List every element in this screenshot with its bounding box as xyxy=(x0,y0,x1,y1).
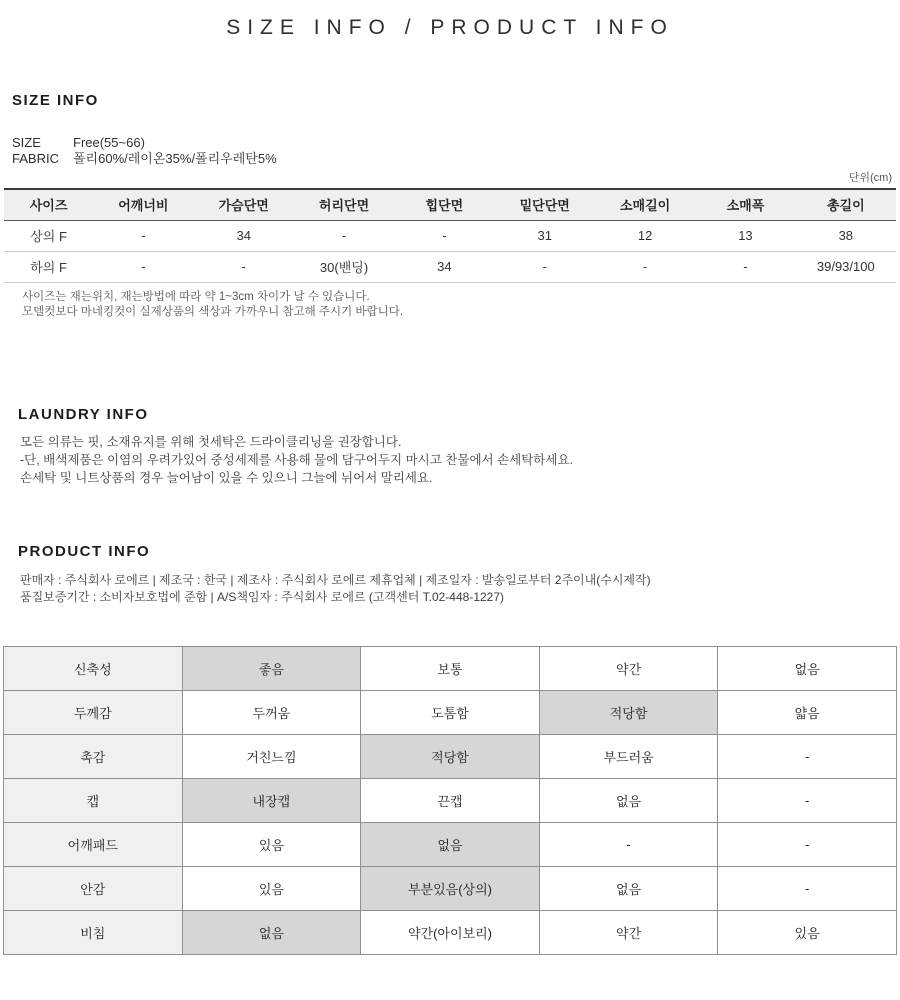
spec-value-fabric: 폴리60%/레이온35%/폴리우레탄5% xyxy=(73,151,277,166)
size-info-heading: SIZE INFO xyxy=(12,92,99,109)
attribute-label-cell: 두께감 xyxy=(4,690,183,734)
size-table-header-cell: 소매길이 xyxy=(595,189,695,220)
product-attributes-table xyxy=(3,646,897,955)
size-table-header-cell: 사이즈 xyxy=(4,189,93,220)
attribute-option-cell: 끈캡 xyxy=(361,778,540,822)
size-notes xyxy=(22,290,900,320)
attribute-option-cell: 보통 xyxy=(361,646,540,690)
product-lines xyxy=(20,572,900,606)
size-table-cell: - xyxy=(595,251,695,282)
attribute-option-cell: - xyxy=(539,822,718,866)
attribute-label-cell: 어깨패드 xyxy=(4,822,183,866)
attribute-row xyxy=(4,690,897,734)
attribute-option-cell: 없음 xyxy=(718,646,897,690)
attribute-option-cell: 있음 xyxy=(182,866,361,910)
attribute-option-cell: 부드러움 xyxy=(539,734,718,778)
size-table-cell: 38 xyxy=(796,220,896,251)
size-table-cell: - xyxy=(194,251,294,282)
product-line: 품질보증기간 : 소비자보호법에 준함 | A/S책임자 : 주식회사 로에르 (고객센터 T.02-448-1227) xyxy=(20,589,505,604)
attribute-option-cell: 있음 xyxy=(718,910,897,954)
fabric-spec-line xyxy=(12,151,900,167)
size-table-header-cell: 힙단면 xyxy=(394,189,494,220)
attribute-option-cell-selected: 적당함 xyxy=(361,734,540,778)
size-table-cell: - xyxy=(294,220,394,251)
laundry-info-heading: LAUNDRY INFO xyxy=(18,405,149,423)
attribute-option-cell: 거친느낌 xyxy=(182,734,361,778)
product-attributes-body xyxy=(4,646,897,954)
attribute-label-cell: 촉감 xyxy=(4,734,183,778)
attribute-option-cell: 얇음 xyxy=(718,690,897,734)
page-title: SIZE INFO / PRODUCT INFO xyxy=(226,16,674,39)
attribute-option-cell-selected: 없음 xyxy=(182,910,361,954)
attribute-row xyxy=(4,822,897,866)
size-table-cell: 상의 F xyxy=(4,220,93,251)
size-table-cell: 34 xyxy=(194,220,294,251)
attribute-option-cell-selected: 부분있음(상의) xyxy=(361,866,540,910)
size-table-header-cell: 허리단면 xyxy=(294,189,394,220)
size-table-row xyxy=(4,220,896,251)
size-table-header-cell: 소매폭 xyxy=(695,189,795,220)
attribute-label-cell: 안감 xyxy=(4,866,183,910)
attribute-row xyxy=(4,778,897,822)
size-table-header-cell: 밑단단면 xyxy=(495,189,595,220)
size-table-cell: - xyxy=(695,251,795,282)
size-table-header-cell: 어깨너비 xyxy=(93,189,193,220)
attribute-option-cell: - xyxy=(718,866,897,910)
size-table-cell: 12 xyxy=(595,220,695,251)
size-note-line: 사이즈는 재는위치, 재는방법에 따라 약 1~3cm 차이가 날 수 있습니다. xyxy=(22,290,370,303)
product-line: 판매자 : 주식회사 로에르 | 제조국 : 한국 | 제조사 : 주식회사 로에르 제휴업체 | 제조일자 : 발송일로부터 2주이내(수시제작) xyxy=(20,572,651,587)
size-table-header-row xyxy=(4,189,896,220)
attribute-option-cell: 없음 xyxy=(539,866,718,910)
laundry-info-section xyxy=(0,406,900,487)
laundry-line: 손세탁 및 니트상품의 경우 늘어남이 있을 수 있으니 그늘에 뉘어서 말리세요. xyxy=(20,470,433,485)
attribute-option-cell: 두꺼움 xyxy=(182,690,361,734)
attribute-option-cell: - xyxy=(718,822,897,866)
attribute-label-cell: 비침 xyxy=(4,910,183,954)
product-info-section xyxy=(0,543,900,955)
attribute-option-cell-selected: 내장캡 xyxy=(182,778,361,822)
attribute-option-cell: 약간 xyxy=(539,910,718,954)
attribute-option-cell: 약간(아이보리) xyxy=(361,910,540,954)
laundry-line: 모든 의류는 핏, 소재유지를 위해 첫세탁은 드라이클리닝을 권장합니다. xyxy=(20,434,402,449)
size-table-cell: - xyxy=(394,220,494,251)
size-table-body xyxy=(4,220,896,282)
attribute-label-cell: 캡 xyxy=(4,778,183,822)
size-spec-lines xyxy=(12,135,900,167)
attribute-row xyxy=(4,646,897,690)
attribute-option-cell: - xyxy=(718,778,897,822)
size-table-cell: 30(밴딩) xyxy=(294,251,394,282)
size-table-cell: 13 xyxy=(695,220,795,251)
size-table-header-cell: 가슴단면 xyxy=(194,189,294,220)
size-table-cell: 31 xyxy=(495,220,595,251)
attribute-label-cell: 신축성 xyxy=(4,646,183,690)
attribute-option-cell: 도톰함 xyxy=(361,690,540,734)
attribute-row xyxy=(4,866,897,910)
spec-value-size: Free(55~66) xyxy=(73,135,145,150)
attribute-option-cell-selected: 없음 xyxy=(361,822,540,866)
size-table xyxy=(4,188,896,283)
spec-label-size: SIZE xyxy=(12,135,41,150)
size-table-cell: 하의 F xyxy=(4,251,93,282)
unit-note: 단위(cm) xyxy=(848,172,892,184)
spec-label-fabric: FABRIC xyxy=(12,151,59,166)
size-table-header-cell: 총길이 xyxy=(796,189,896,220)
attribute-option-cell-selected: 좋음 xyxy=(182,646,361,690)
attribute-option-cell: 없음 xyxy=(539,778,718,822)
attribute-row xyxy=(4,910,897,954)
size-table-cell: - xyxy=(495,251,595,282)
size-table-cell: - xyxy=(93,220,193,251)
laundry-line: -단, 배색제품은 이염의 우려가있어 중성세제를 사용해 물에 담구어두지 마시고 찬물에서 손세탁하세요. xyxy=(20,452,573,467)
size-table-header-row xyxy=(4,189,896,220)
size-spec-line xyxy=(12,135,900,151)
size-table-cell: 34 xyxy=(394,251,494,282)
size-table-cell: - xyxy=(93,251,193,282)
attribute-row xyxy=(4,734,897,778)
size-table-cell: 39/93/100 xyxy=(796,251,896,282)
laundry-lines xyxy=(20,433,900,487)
size-table-row xyxy=(4,251,896,282)
attribute-option-cell: - xyxy=(718,734,897,778)
attribute-option-cell-selected: 적당함 xyxy=(539,690,718,734)
attribute-option-cell: 약간 xyxy=(539,646,718,690)
attribute-option-cell: 있음 xyxy=(182,822,361,866)
size-note-line: 모델컷보다 마네킹컷이 실제상품의 색상과 가까우니 참고해 주시기 바랍니다. xyxy=(22,305,404,318)
size-info-section xyxy=(0,92,900,320)
product-info-heading: PRODUCT INFO xyxy=(18,542,151,560)
